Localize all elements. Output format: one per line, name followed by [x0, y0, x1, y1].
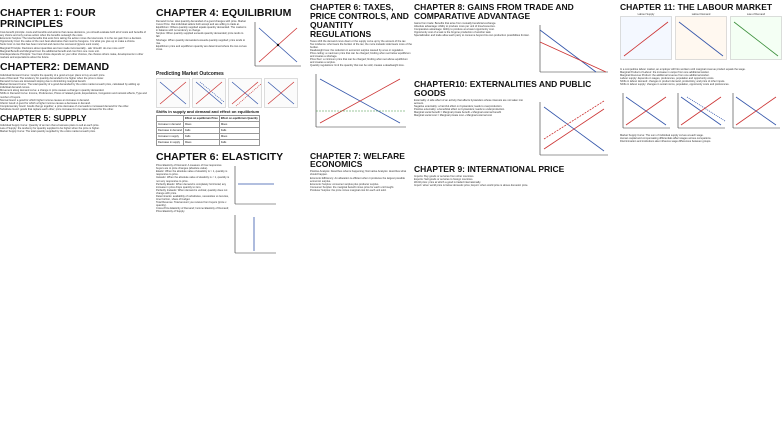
taxes-body: [310, 40, 412, 68]
body-paragraph: Market Demand Curve: The total quantity of a good demanded by the entire market at each price, calculated by adding up individual demand curves.: [0, 83, 140, 90]
body-paragraph: Elastic: When the absolute value of elasticity is > 1, quantity is responsive to price.: [156, 170, 228, 177]
body-paragraph: Movement along demand curve: a change in price causes a change in quantity demanded.: [0, 89, 105, 93]
chapter10-heading: CHAPTER10: EXTERNALITIES AND PUBLIC GOODS: [414, 78, 592, 98]
body-paragraph: Individual Demand Curve: Graphs the quantity of a good a buyer plans to buy at each price.: [0, 73, 106, 77]
body-paragraph: Exports: Sell goods or services to foreign countries.: [414, 177, 474, 181]
table-row: [157, 140, 260, 146]
body-paragraph: Perfectly Inelastic: When demand is vertical; quantity does not change with price.: [156, 188, 228, 195]
body-paragraph: Producer Surplus: the price minus marginal cost for each unit sold.: [310, 188, 387, 192]
table-cell: Decrease in supply: [157, 140, 184, 146]
table-cell: Increase in supply: [157, 134, 184, 140]
body-paragraph: World price: price at which a good is traded internationally.: [414, 180, 481, 184]
table-header: Effect on equilibrium Quantity: [220, 117, 258, 121]
predict-graph-1: [156, 78, 190, 108]
body-paragraph: Absolute advantage: Ability to produce more per unit of time/resources.: [414, 24, 496, 28]
body-paragraph: Opportunity Cost: the value of the next best alternative that must be foregone. It is what you give up to make a choice.: [0, 40, 136, 44]
body-paragraph: Price Elasticity of Demand: A measure of how responsive buyers are to price changes (absolute value).: [156, 164, 222, 171]
body-paragraph: Marginal social benefit = Marginal private benefit + Marginal external benefit: [414, 111, 502, 115]
body-paragraph: Negative externality: a harmful effect on bystanders; leads to overproduction.: [414, 104, 503, 108]
labour-chart-2: Labour Demand: [675, 13, 727, 65]
body-paragraph: Inferior Good: A good for which a higher income causes a decrease in demand.: [0, 101, 91, 105]
elasticity-graph-2: [232, 213, 278, 257]
body-paragraph: Import: when world price is below domestic price; Export: when world price is above domestic price.: [414, 183, 529, 187]
body-paragraph: Surplus: When quantity supplied exceeds quantity demanded; price tends to fall.: [156, 32, 244, 39]
labour-graph-a: [620, 91, 672, 131]
body-paragraph: Marginal social cost = Marginal private cost + Marginal external cost: [414, 114, 492, 118]
body-paragraph: Shifts in Demand Curve: Income, Preferences, Prices of related goods, Expectations, Congestion and network effects, Type and number of buyers.: [0, 92, 147, 99]
chapter5-body: [0, 124, 148, 133]
chapter6-heading: CHAPTER 6: ELASTICITY: [156, 151, 284, 164]
price-control-graph: [310, 71, 410, 131]
body-paragraph: Shortage: When quantity demanded exceeds quantity supplied; price tends to rise.: [156, 38, 246, 45]
chapter7-heading: CHAPTER 7: WELFARE ECONOMICS: [310, 150, 405, 170]
body-paragraph: Price floor: a minimum price that can be charged; binding when set above equilibrium and creates a surplus.: [310, 58, 408, 65]
body-paragraph: Individual Supply Curve: Quantity of an item that a business plans to sell at each price.: [0, 123, 100, 127]
body-paragraph: Economic Surplus: The total benefits that exist from taking the action minus the total costs. It is the net gain from a decision.: [0, 37, 142, 41]
body-paragraph: Inelastic: When the absolute value of elasticity is < 1, quantity is not very responsive to price.: [156, 176, 230, 183]
table-cell: Rises: [219, 122, 259, 128]
body-paragraph: Deadweight loss: the reduction in economic surplus caused by a tax or regulation.: [310, 48, 404, 52]
column-1: [0, 8, 148, 441]
labour-graph-c: [730, 91, 782, 131]
body-paragraph: Perfectly Elastic: When demand is completely horizontal; any increase in price drops quantity to zero.: [156, 182, 227, 189]
body-paragraph: Marginal Benefit and Marginal Cost: the additional benefit and cost from one more unit.: [0, 49, 100, 53]
body-paragraph: Comparative advantage: Ability to produce at a lower opportunity cost.: [414, 28, 495, 32]
table-cell: Rises: [183, 140, 219, 146]
body-paragraph: Determinants: availability of substitutes, necessities vs luxuries, time horizon, share of budget.: [156, 194, 229, 202]
predict-graph-3: [228, 78, 262, 108]
body-paragraph: Equilibrium price and equilibrium quantity are determined where the two curves cross.: [156, 44, 247, 51]
table-cell: Falls: [219, 140, 259, 146]
body-paragraph: Complementary Good: Goods that go together; a price decrease of one leads to increased demand for the other.: [0, 104, 130, 108]
column-2: [156, 8, 306, 441]
externalities-body: [414, 99, 532, 159]
column-3: [310, 3, 412, 441]
body-paragraph: Interdependence Principle: Your best choice depends on your other choices, the choices others make, developments in other markets and expectations about the future.: [0, 52, 144, 59]
body-paragraph: Taxes shift the demand curve down or the supply curve up by the amount of the tax.: [310, 39, 407, 43]
body-paragraph: Discrimination and institutions also influence wage differences between groups.: [620, 139, 712, 143]
body-paragraph: Demand Curve: How quantity demanded of a good changes with price. Market Curve Price: that individual sellers both accept and are willing to trade at.: [156, 20, 246, 27]
body-paragraph: Demand Curves are downward sloping due to diminishing marginal benefit.: [0, 80, 87, 84]
table-cell: Rises: [219, 134, 259, 140]
chapter1-heading: CHAPTER 1: FOUR PRINCIPLES: [0, 8, 96, 31]
body-paragraph: Law of Demand: The tendency for quantity demanded to be higher when the price is lower.: [0, 76, 104, 80]
body-paragraph: Law of Supply: the tendency for quantity supplied to be higher when the price is higher.: [0, 127, 100, 131]
labour-chart-3: Law of Demand: [730, 13, 782, 65]
body-paragraph: Consumer Surplus: the marginal benefit minus price for each unit bought.: [310, 185, 395, 189]
chapter4-heading: CHAPTER 4: EQUILIBRIUM: [156, 8, 292, 19]
body-paragraph: Cost-benefit principle: costs and benefits and actions that cause decisions, you should evaluate both all of costs and benefits of any choice and only pursue action when the benefits outweigh the costs: [0, 31, 146, 38]
chapter11-heading: CHAPTER 11: THE LABOUR MARKET: [620, 3, 773, 12]
body-paragraph: Price ceiling: a maximum price that can be charged; binding when set below equilibrium and creates a shortage.: [310, 52, 411, 59]
chapter4-body: [156, 20, 248, 70]
body-paragraph: Substitute Good: goods that replace each other; price increase for one raises demand for the other.: [0, 107, 114, 111]
body-paragraph: Economic Surplus: consumer surplus plus producer surplus.: [310, 182, 380, 186]
body-paragraph: Normal Good: a good for which higher income causes an increase in demand.: [0, 98, 90, 102]
welfare-body: [310, 170, 412, 192]
body-paragraph: Positive externality: a beneficial effect on bystanders; leads to underproduction.: [414, 107, 505, 111]
externality-graph: [536, 99, 612, 159]
body-paragraph: Economic Efficiency: An allocation is efficient when it produces the largest possible economic surplus.: [310, 176, 405, 183]
body-paragraph: Quantity regulations: limit the quantity that can be sold; creates a deadweight loss.: [310, 64, 405, 68]
body-paragraph: Human capital and compensating differentials affect wages across occupations.: [620, 136, 712, 140]
table-cell: Falls: [183, 128, 219, 134]
body-paragraph: Cross-Price Elasticity of Demand; Income Elasticity of Demand; Price Elasticity of Supply.: [156, 207, 229, 214]
table-cell: Increase in demand: [157, 122, 184, 128]
international-body: [414, 175, 614, 187]
body-paragraph: Shifts in labour supply: changes in social norms, population, opportunity costs and preferences.: [620, 83, 730, 87]
body-paragraph: Positive Analysis: Describes what is happening; Normative Analysis: describes what should happen.: [310, 170, 407, 177]
column-4: [414, 3, 618, 441]
chapter8-heading: CHAPTER 8: GAINS FROM TRADE AND COMPARATIVE ADVANTAGE: [414, 3, 574, 21]
table-header: Effect on equilibrium Price: [184, 117, 218, 121]
chapter9-heading: CHAPTER 9: INTERNATIONAL PRICE: [414, 163, 565, 174]
chapter2-heading: CHAPTER2: DEMAND: [0, 60, 110, 73]
body-paragraph: Gains from trade: Benefits that arise from mutually beneficial exchange.: [414, 21, 497, 25]
shift-caption: Shifts in supply and demand and effect on equilibrium: [156, 109, 260, 115]
body-paragraph: Opportunity cost of a task is the forgone production of another task.: [414, 31, 492, 35]
body-paragraph: Sunk Cost: A cost that has been incurred and cannot be recovered (ignore sunk costs).: [0, 43, 100, 47]
table-cell: Decrease in demand: [158, 129, 182, 133]
elasticity-graph-1: [232, 164, 278, 208]
body-paragraph: Equilibrium: Where quantity supplied equals quantity demanded. The market is in balance with no tendency to change.: [156, 26, 247, 33]
body-paragraph: Externality: A side effect of an activity that affects bystanders whose interests are not taken into account.: [414, 98, 523, 105]
body-paragraph: Labour supply: depends on wages, preferences, population and opportunity costs.: [620, 77, 715, 81]
body-paragraph: Tax incidence: who bears the burden of the tax; the more inelastic side bears more of the burden.: [310, 42, 412, 49]
body-paragraph: Imports: Buy goods or services from other countries.: [414, 174, 475, 178]
body-paragraph: Marginal Revenue Product: the additional revenue from one additional worker.: [620, 74, 710, 78]
labour-chart-1: Labour Supply: [620, 13, 672, 65]
equilibrium-effects-table: [156, 115, 260, 146]
body-paragraph: Specialization and trade allow each party to consume beyond its own production possibilities frontier.: [414, 34, 530, 38]
body-paragraph: Marginal Principle: Decisions about quantities are best made incrementally - ask 'should I do one more unit?': [0, 46, 125, 50]
equilibrium-point: [277, 44, 279, 46]
trade-body: [414, 22, 532, 76]
chapter1-body: [0, 31, 148, 59]
table-cell: Falls: [183, 134, 219, 140]
labour-bottom-body: [620, 134, 784, 143]
equilibrium-graph: [251, 20, 303, 70]
body-paragraph: Market Supply Curve: The total quantity supplied by the entire market at each price.: [0, 130, 96, 134]
column-5: [620, 3, 784, 441]
chapter5-heading: CHAPTER 5: SUPPLY: [0, 113, 87, 124]
predict-label: Predicting Market Outcomes: [156, 71, 224, 78]
chapter6-taxes-heading: CHAPTER 6: TAXES, PRICE CONTROLS, AND QUANTITY REGULATIONS: [310, 3, 409, 39]
chapter6-body: [156, 164, 229, 262]
table-cell: Rises: [183, 122, 219, 128]
body-paragraph: Marginal Product of Labour: the increase in output from one additional worker.: [620, 71, 710, 75]
body-paragraph: Total Revenue: Total amount you receive from buyers (price x quantity).: [156, 201, 227, 208]
body-paragraph: Market Supply Curve: The sum of individual supply curves at each wage.: [620, 133, 704, 137]
labour-graph-b: [675, 91, 727, 131]
ppf-graph: [536, 22, 612, 76]
body-paragraph: In a competitive labour market, an employer will hire workers until marginal revenue product equals the wage.: [620, 68, 746, 72]
body-paragraph: Shifts in labour demand: changes in product demand, productivity, and price of other inputs.: [620, 80, 726, 84]
labour-body: [620, 68, 784, 87]
predict-graph-4: [264, 78, 298, 108]
chapter2-body: [0, 74, 148, 111]
table-cell: Falls: [219, 128, 259, 134]
predict-graph-2: [192, 78, 226, 108]
